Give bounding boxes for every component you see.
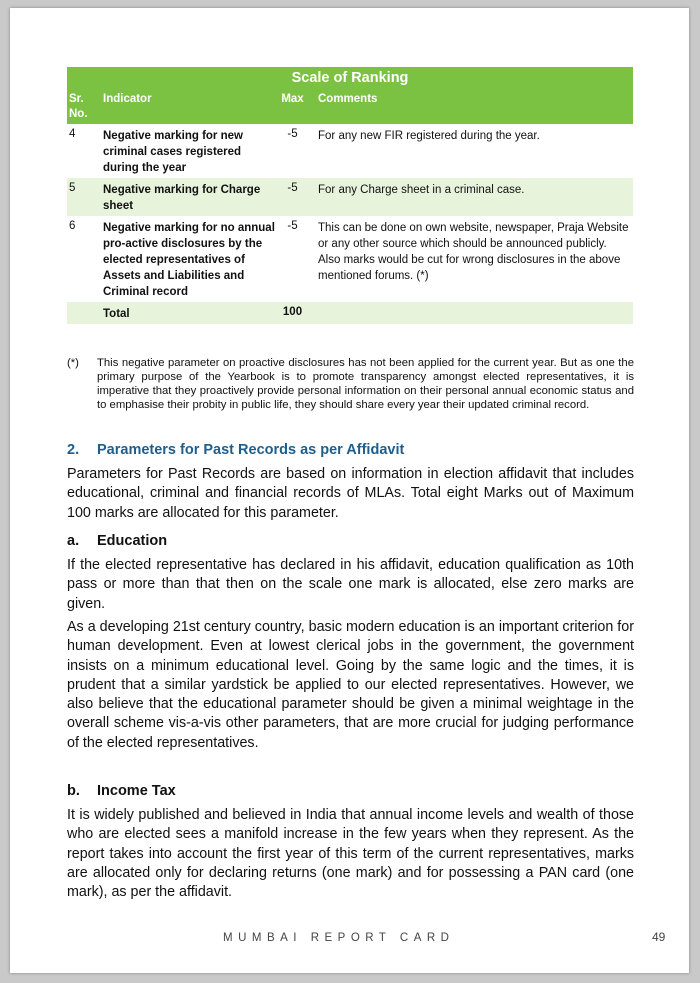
section-title: Parameters for Past Records as per Affidavit [97, 442, 405, 458]
footnote [67, 356, 634, 412]
row-srno: 5 [67, 178, 103, 216]
income-para-1: It is widely published and believed in India that annual income levels and wealth of those who are elected sees a manifold increase in the few years when they represent. As the report takes into account the first year of this term of the current representatives, marks are allocated only for declaring returns (one mark) and for possessing a PAN card (one mark), as per the affidavit. [67, 807, 634, 901]
section-heading [67, 442, 404, 458]
row-comments-line2: Also marks would be cut for wrong disclosures in the above mentioned forums. (*) [318, 254, 621, 282]
row-comments: For any new FIR registered during the year. [318, 130, 540, 142]
section-intro: Parameters for Past Records are based on information in election affidavit that includes educational, criminal and financial records of MLAs. Total eight Marks out of Maximum 100 marks are allocated for this parameter. [67, 466, 634, 521]
education-para-2: As a developing 21st century country, basic modern education is an important criterion for human development. Even at lowest clerical jobs in the government, the government insists on a minimum educational level. Going by the same logic and the times, it is prudent that a similar yardstick be applied to our elected representatives. However, we also believe that the educational parameter should be given a minimal weightage in the overall scheme vis-a-vis other parameters, that are more crucial for judging performance of the elected representatives. [67, 619, 634, 751]
row-comments-line1: This can be done on own website, newspaper, Praja Website or any other source which should be announced publicly. [318, 222, 629, 250]
subheading-letter: b. [67, 783, 80, 799]
row-indicator: Negative marking for new criminal cases registered during the year [103, 130, 243, 174]
row-indicator: Negative marking for no annual pro-active disclosures by the elected representatives of Assets and Liabilities and Criminal record [103, 222, 275, 298]
table-title: Scale of Ranking [67, 67, 633, 89]
row-max: -5 [287, 220, 298, 232]
footnote-text: This negative parameter on proactive disclosures has not been applied for the current year. But as one the primary purpose of the Yearbook is to promote transparency amongst elected representatives, it is imperative that they proactively provide personal information on their personal annual economic status and to emphasise their probity in public life, they should share every year their updated criminal record. [97, 357, 634, 411]
subheading-title: Education [97, 533, 168, 549]
row-srno: 6 [69, 220, 76, 232]
page-number: 49 [652, 930, 666, 944]
table-row [67, 124, 633, 178]
scale-of-ranking-table [67, 67, 633, 324]
table-total-row [67, 302, 633, 324]
section-number: 2. [67, 442, 80, 458]
subheading-education [67, 533, 167, 549]
row-max: -5 [275, 178, 310, 216]
header-indicator: Indicator [103, 89, 275, 124]
header-max: Max [275, 89, 310, 124]
document-page [10, 8, 689, 973]
table-row [67, 178, 633, 216]
table-header-row [67, 89, 633, 124]
header-srno: Sr. No. [67, 89, 103, 124]
row-max: -5 [287, 128, 298, 140]
footnote-mark: (*) [67, 357, 79, 369]
subheading-title: Income Tax [97, 783, 176, 799]
total-label: Total [103, 302, 275, 324]
row-comments: For any Charge sheet in a criminal case. [310, 178, 633, 216]
total-value: 100 [275, 302, 310, 324]
education-para-1: If the elected representative has declared in his affidavit, education qualification as 10th pass or more than that then on the scale one mark is allocated, else zero marks are given. [67, 557, 634, 612]
subheading-letter: a. [67, 533, 80, 549]
row-srno: 4 [69, 128, 76, 140]
row-comments [310, 216, 633, 302]
footer-text: MUMBAI REPORT CARD [223, 932, 455, 944]
header-comments: Comments [310, 89, 633, 124]
table-row [67, 216, 633, 302]
subheading-income-tax [67, 783, 176, 799]
row-indicator: Negative marking for Charge sheet [103, 178, 275, 216]
